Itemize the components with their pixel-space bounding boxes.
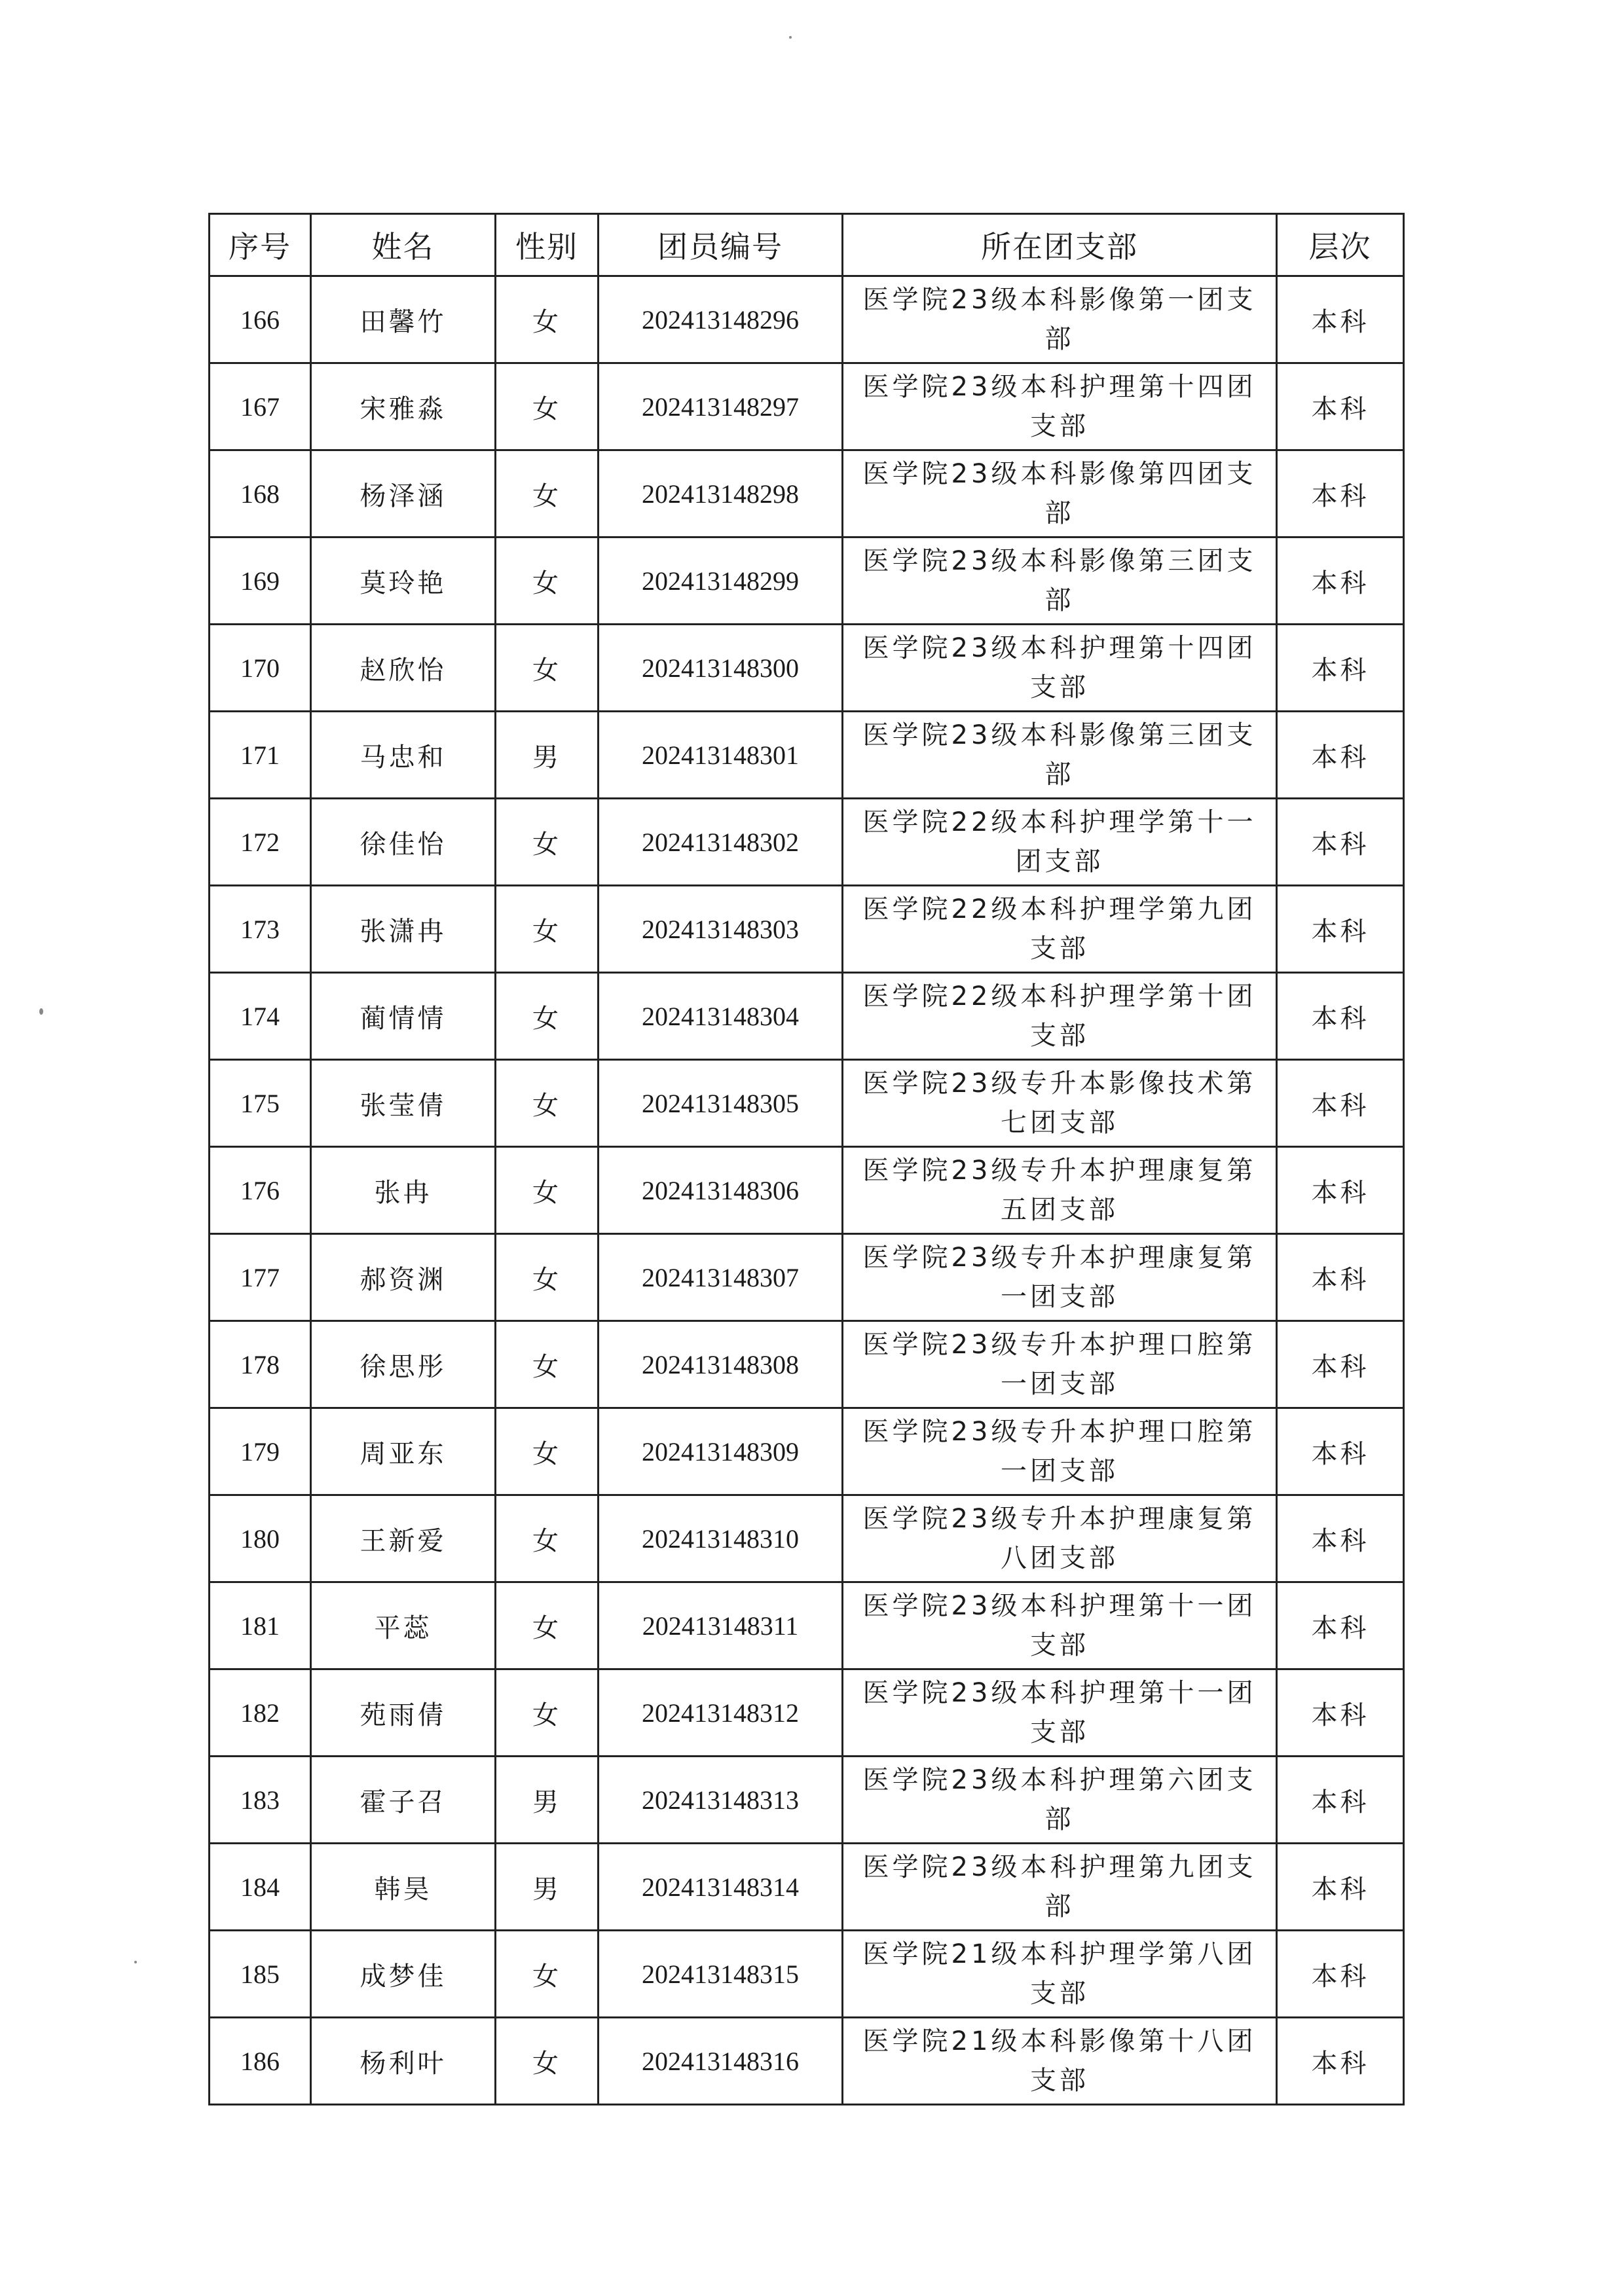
cell-gender: 女 xyxy=(496,1147,599,1234)
cell-level: 本科 xyxy=(1277,1495,1404,1582)
cell-branch: 医学院23级本科护理第十四团支部 xyxy=(843,363,1277,450)
table-row xyxy=(210,1582,1404,1669)
cell-no: 168 xyxy=(210,450,311,538)
cell-level: 本科 xyxy=(1277,1234,1404,1321)
cell-name: 杨利叶 xyxy=(311,2018,496,2105)
cell-name: 赵欣怡 xyxy=(311,625,496,712)
cell-no: 178 xyxy=(210,1321,311,1408)
table-row xyxy=(210,2018,1404,2105)
header-branch: 所在团支部 xyxy=(843,214,1277,276)
cell-no: 185 xyxy=(210,1931,311,2018)
cell-member-id: 202413148296 xyxy=(599,276,843,363)
cell-no: 171 xyxy=(210,712,311,799)
cell-no: 184 xyxy=(210,1844,311,1931)
table-row xyxy=(210,450,1404,538)
cell-member-id: 202413148311 xyxy=(599,1582,843,1669)
cell-no: 176 xyxy=(210,1147,311,1234)
table-row xyxy=(210,1321,1404,1408)
cell-member-id: 202413148313 xyxy=(599,1757,843,1844)
cell-no: 181 xyxy=(210,1582,311,1669)
cell-member-id: 202413148304 xyxy=(599,973,843,1060)
cell-no: 173 xyxy=(210,886,311,973)
cell-name: 宋雅淼 xyxy=(311,363,496,450)
table-row xyxy=(210,1931,1404,2018)
cell-gender: 女 xyxy=(496,625,599,712)
table-row xyxy=(210,886,1404,973)
cell-level: 本科 xyxy=(1277,625,1404,712)
cell-branch: 医学院23级专升本护理康复第八团支部 xyxy=(843,1495,1277,1582)
cell-no: 167 xyxy=(210,363,311,450)
cell-branch: 医学院23级专升本护理口腔第一团支部 xyxy=(843,1408,1277,1495)
table-row xyxy=(210,1757,1404,1844)
cell-gender: 女 xyxy=(496,2018,599,2105)
cell-gender: 女 xyxy=(496,973,599,1060)
cell-branch: 医学院21级本科影像第十八团支部 xyxy=(843,2018,1277,2105)
table-row xyxy=(210,1060,1404,1147)
table-row xyxy=(210,799,1404,886)
cell-branch: 医学院23级专升本护理口腔第一团支部 xyxy=(843,1321,1277,1408)
table-row xyxy=(210,1844,1404,1931)
header-gender: 性别 xyxy=(496,214,599,276)
cell-no: 186 xyxy=(210,2018,311,2105)
cell-gender: 女 xyxy=(496,1321,599,1408)
cell-gender: 男 xyxy=(496,1844,599,1931)
cell-gender: 女 xyxy=(496,450,599,538)
table-row xyxy=(210,1408,1404,1495)
cell-gender: 女 xyxy=(496,886,599,973)
cell-gender: 女 xyxy=(496,1234,599,1321)
cell-name: 郝资渊 xyxy=(311,1234,496,1321)
cell-level: 本科 xyxy=(1277,799,1404,886)
scan-speck xyxy=(134,1961,137,1963)
cell-level: 本科 xyxy=(1277,1844,1404,1931)
cell-level: 本科 xyxy=(1277,1060,1404,1147)
cell-name: 成梦佳 xyxy=(311,1931,496,2018)
cell-level: 本科 xyxy=(1277,1582,1404,1669)
cell-branch: 医学院23级本科护理第十一团支部 xyxy=(843,1582,1277,1669)
cell-level: 本科 xyxy=(1277,1408,1404,1495)
cell-member-id: 202413148302 xyxy=(599,799,843,886)
table-body xyxy=(210,276,1404,2105)
cell-member-id: 202413148316 xyxy=(599,2018,843,2105)
cell-no: 179 xyxy=(210,1408,311,1495)
cell-no: 169 xyxy=(210,538,311,625)
cell-branch: 医学院22级本科护理学第十一团支部 xyxy=(843,799,1277,886)
cell-no: 177 xyxy=(210,1234,311,1321)
cell-member-id: 202413148314 xyxy=(599,1844,843,1931)
member-roster-table xyxy=(208,213,1405,2105)
header-member-id: 团员编号 xyxy=(599,214,843,276)
cell-no: 182 xyxy=(210,1669,311,1757)
cell-member-id: 202413148299 xyxy=(599,538,843,625)
cell-member-id: 202413148309 xyxy=(599,1408,843,1495)
cell-level: 本科 xyxy=(1277,1757,1404,1844)
cell-name: 平蕊 xyxy=(311,1582,496,1669)
cell-branch: 医学院23级本科护理第六团支部 xyxy=(843,1757,1277,1844)
cell-name: 张莹倩 xyxy=(311,1060,496,1147)
cell-branch: 医学院23级本科影像第三团支部 xyxy=(843,712,1277,799)
table-row xyxy=(210,276,1404,363)
cell-gender: 女 xyxy=(496,538,599,625)
cell-member-id: 202413148297 xyxy=(599,363,843,450)
cell-member-id: 202413148303 xyxy=(599,886,843,973)
cell-name: 张潇冉 xyxy=(311,886,496,973)
cell-branch: 医学院23级本科护理第十一团支部 xyxy=(843,1669,1277,1757)
table-row xyxy=(210,363,1404,450)
header-no: 序号 xyxy=(210,214,311,276)
cell-name: 霍子召 xyxy=(311,1757,496,1844)
cell-name: 张冉 xyxy=(311,1147,496,1234)
cell-level: 本科 xyxy=(1277,886,1404,973)
cell-name: 周亚东 xyxy=(311,1408,496,1495)
cell-gender: 男 xyxy=(496,1757,599,1844)
cell-name: 徐佳怡 xyxy=(311,799,496,886)
cell-member-id: 202413148310 xyxy=(599,1495,843,1582)
cell-member-id: 202413148312 xyxy=(599,1669,843,1757)
cell-level: 本科 xyxy=(1277,1321,1404,1408)
cell-gender: 女 xyxy=(496,799,599,886)
scan-speck xyxy=(39,1008,43,1015)
cell-no: 174 xyxy=(210,973,311,1060)
cell-member-id: 202413148315 xyxy=(599,1931,843,2018)
cell-no: 175 xyxy=(210,1060,311,1147)
cell-level: 本科 xyxy=(1277,1931,1404,2018)
cell-gender: 女 xyxy=(496,1931,599,2018)
table-row xyxy=(210,1147,1404,1234)
cell-member-id: 202413148306 xyxy=(599,1147,843,1234)
cell-branch: 医学院23级本科护理第九团支部 xyxy=(843,1844,1277,1931)
cell-branch: 医学院23级专升本护理康复第五团支部 xyxy=(843,1147,1277,1234)
table-row xyxy=(210,1234,1404,1321)
cell-level: 本科 xyxy=(1277,1147,1404,1234)
cell-name: 杨泽涵 xyxy=(311,450,496,538)
cell-member-id: 202413148308 xyxy=(599,1321,843,1408)
cell-gender: 女 xyxy=(496,1060,599,1147)
cell-member-id: 202413148298 xyxy=(599,450,843,538)
cell-no: 166 xyxy=(210,276,311,363)
cell-name: 韩昊 xyxy=(311,1844,496,1931)
cell-level: 本科 xyxy=(1277,2018,1404,2105)
cell-branch: 医学院23级本科影像第一团支部 xyxy=(843,276,1277,363)
cell-level: 本科 xyxy=(1277,973,1404,1060)
cell-gender: 男 xyxy=(496,712,599,799)
cell-branch: 医学院22级本科护理学第九团支部 xyxy=(843,886,1277,973)
cell-name: 徐思彤 xyxy=(311,1321,496,1408)
cell-level: 本科 xyxy=(1277,538,1404,625)
cell-no: 172 xyxy=(210,799,311,886)
cell-name: 田馨竹 xyxy=(311,276,496,363)
cell-no: 183 xyxy=(210,1757,311,1844)
cell-name: 苑雨倩 xyxy=(311,1669,496,1757)
cell-branch: 医学院23级本科影像第三团支部 xyxy=(843,538,1277,625)
cell-gender: 女 xyxy=(496,1669,599,1757)
cell-name: 马忠和 xyxy=(311,712,496,799)
header-level: 层次 xyxy=(1277,214,1404,276)
cell-gender: 女 xyxy=(496,363,599,450)
cell-level: 本科 xyxy=(1277,450,1404,538)
table-row xyxy=(210,712,1404,799)
cell-name: 王新爱 xyxy=(311,1495,496,1582)
cell-branch: 医学院23级专升本影像技术第七团支部 xyxy=(843,1060,1277,1147)
cell-no: 170 xyxy=(210,625,311,712)
table-row xyxy=(210,538,1404,625)
cell-branch: 医学院23级本科影像第四团支部 xyxy=(843,450,1277,538)
cell-branch: 医学院23级专升本护理康复第一团支部 xyxy=(843,1234,1277,1321)
cell-no: 180 xyxy=(210,1495,311,1582)
cell-level: 本科 xyxy=(1277,363,1404,450)
table-row xyxy=(210,1669,1404,1757)
cell-gender: 女 xyxy=(496,1582,599,1669)
cell-gender: 女 xyxy=(496,1408,599,1495)
cell-level: 本科 xyxy=(1277,276,1404,363)
cell-branch: 医学院21级本科护理学第八团支部 xyxy=(843,1931,1277,2018)
cell-level: 本科 xyxy=(1277,1669,1404,1757)
cell-member-id: 202413148307 xyxy=(599,1234,843,1321)
table-row xyxy=(210,1495,1404,1582)
cell-member-id: 202413148300 xyxy=(599,625,843,712)
cell-gender: 女 xyxy=(496,276,599,363)
table-header-row xyxy=(210,214,1404,276)
cell-gender: 女 xyxy=(496,1495,599,1582)
table-row xyxy=(210,625,1404,712)
cell-branch: 医学院23级本科护理第十四团支部 xyxy=(843,625,1277,712)
cell-name: 莫玲艳 xyxy=(311,538,496,625)
cell-name: 蔺情情 xyxy=(311,973,496,1060)
cell-branch: 医学院22级本科护理学第十团支部 xyxy=(843,973,1277,1060)
cell-level: 本科 xyxy=(1277,712,1404,799)
cell-member-id: 202413148301 xyxy=(599,712,843,799)
cell-member-id: 202413148305 xyxy=(599,1060,843,1147)
scan-speck xyxy=(789,36,792,39)
header-name: 姓名 xyxy=(311,214,496,276)
table-row xyxy=(210,973,1404,1060)
